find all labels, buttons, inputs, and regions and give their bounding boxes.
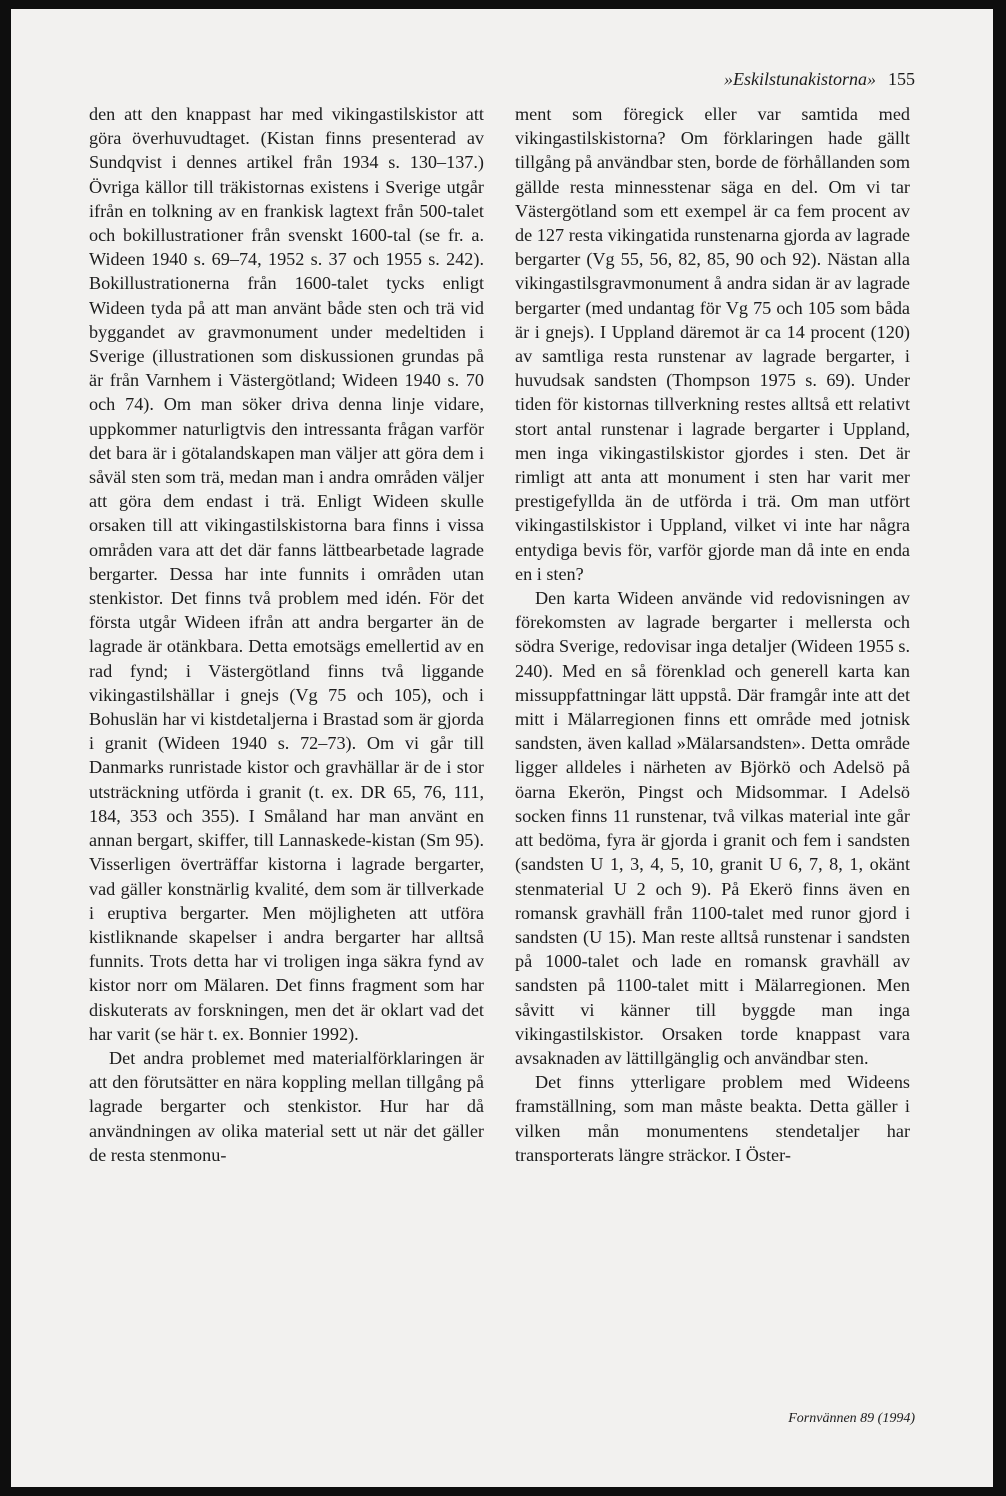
paragraph: Det finns ytterligare problem med Wideens framställning, som man måste beakta. Detta gäller i vilken mån monumentens stendetaljer har transporterats längre sträckor. I Öster-	[515, 1072, 910, 1165]
paragraph: ment som föregick eller var samtida med vikingastilskistorna? Om förklaringen hade gällt tillgång på användbar sten, borde de förhållanden som gällde resta minnesstenar säga en del. Om vi tar Västergötland som ett exempel är ca fem procent av de 127 resta vikingatida runstenarna gjorda av lagrade bergarter (Vg 55, 56, 82, 85, 90 och 92). Nästan alla vikingastilsgravmonument å andra sidan är av lagrade bergarter (med undantag för Vg 75 och 105 som båda är i gnejs). I Uppland däremot är ca 14 procent (120) av samtliga resta runstenar av lagrade bergarter, i huvudsak sandsten (Thompson 1975 s. 69). Under tiden för kistornas tillverkning restes alltså ett relativt stort antal runstenar i lagrade bergarter i Uppland, men inga vikingastilskistor gjordes i sten. Det är rimligt att anta att monument i sten har varit mer prestigefyllda än de utförda i trä. Om man utfört vikingastilskistor i Uppland, vilket vi inte har några entydiga bevis för, varför gjorde man då inte en enda en i sten?	[515, 104, 910, 584]
left-column	[89, 102, 484, 1167]
running-header	[724, 69, 915, 90]
page-number: 155	[888, 69, 915, 89]
right-column	[515, 102, 910, 1167]
paragraph: Den karta Wideen använde vid redovisningen av förekomsten av lagrade bergarter i mellersta och södra Sverige, redovisar inga detaljer (Wideen 1955 s. 240). Med en så förenklad och generell karta kan missuppfattningar lätt uppstå. Där framgår inte att det mitt i Mälarregionen finns ett område med jotnisk sandsten, även kallad »Mälarsandsten». Detta område ligger alldeles i närheten av Björkö och Adelsö på öarna Ekerön, Pingst och Midsommar. I Adelsö socken finns 11 runstenar, två vilkas material inte går att bedöma, fyra är gjorda i granit och fem i sandsten (sandsten U 1, 3, 4, 5, 10, granit U 6, 7, 8, 1, okänt stenmaterial U 2 och 9). På Ekerö finns även en romansk gravhäll från 1100-talet med runor gjord i sandsten (U 15). Man reste alltså runstenar i sandsten på 1000-talet och lade en romansk gravhäll av sandsten på 1100-talet mitt i Mälarregionen. Men såvitt vi känner till byggde man inga vikingastilskistor. Orsaken torde knappast vara avsaknaden av lättillgänglig och användbar sten.	[515, 588, 910, 1068]
journal-page	[11, 9, 993, 1487]
paragraph: den att den knappast har med vikingastilskistor att göra överhuvudtaget. (Kistan finns presenterad av Sundqvist i dennes artikel från 1934 s. 130–137.) Övriga källor till träkistornas existens i Sverige utgår ifrån en tolkning av en frankisk lagtext från 500-talet och bokillustrationer från svenskt 1600-tal (se fr. a. Wideen 1940 s. 69–74, 1952 s. 37 och 1955 s. 242). Bokillustrationerna från 1600-talet tycks enligt Wideen tyda på att man använt både sten och trä vid byggandet av gravmonument under medeltiden i Sverige (illustrationen som diskussionen grundas på är från Varnhem i Västergötland; Wideen 1940 s. 70 och 74). Om man söker driva denna linje vidare, uppkommer naturligtvis den intressanta frågan varför det bara är i götalandskapen man väljer att göra dem i såväl sten som trä, medan man i andra områden väljer att göra dem endast i trä. Enligt Wideen skulle orsaken till att vikingastilskistorna bara finns i vissa områden vara att det där fanns lättbearbetade lagrade bergarter. Dessa har inte funnits i områden utan stenkistor. Det finns två problem med idén. För det första utgår Wideen ifrån att andra bergarter än de lagrade är otänkbara. Detta emotsägs emellertid av en rad fynd; i Västergötland finns två liggande vikingastilshällar i gnejs (Vg 75 och 105), och i Bohuslän har vi kistdetaljerna i Brastad som är gjorda i granit (Wideen 1940 s. 72–73). Om vi går till Danmarks runristade kistor och gravhällar är de i stor utsträckning utförda i granit (t. ex. DR 65, 76, 111, 184, 353 och 355). I Småland har man använt en annan bergart, skiffer, till Lannaskede-kistan (Sm 95). Visserligen överträffar kistorna i lagrade bergarter, vad gäller konstnärlig kvalité, dem som är tillverkade i eruptiva bergarter. Men möjligheten att utföra kistliknande skapelser i andra bergarter har alltså funnits. Trots detta har vi troligen inga säkra fynd av kistor norr om Mälaren. Det finns fragment som har diskuterats av forskningen, men det är oklart vad det har varit (se här t. ex. Bonnier 1992).	[89, 104, 484, 1044]
running-title: »Eskilstunakistorna»	[724, 69, 876, 89]
paragraph: Det andra problemet med materialförklaringen är att den förutsätter en nära koppling mellan tillgång på lagrade bergarter och stenkistor. Hur har då användningen av olika material sett ut när det gäller de resta stenmonu-	[89, 1047, 484, 1165]
journal-footer: Fornvännen 89 (1994)	[788, 1411, 915, 1426]
